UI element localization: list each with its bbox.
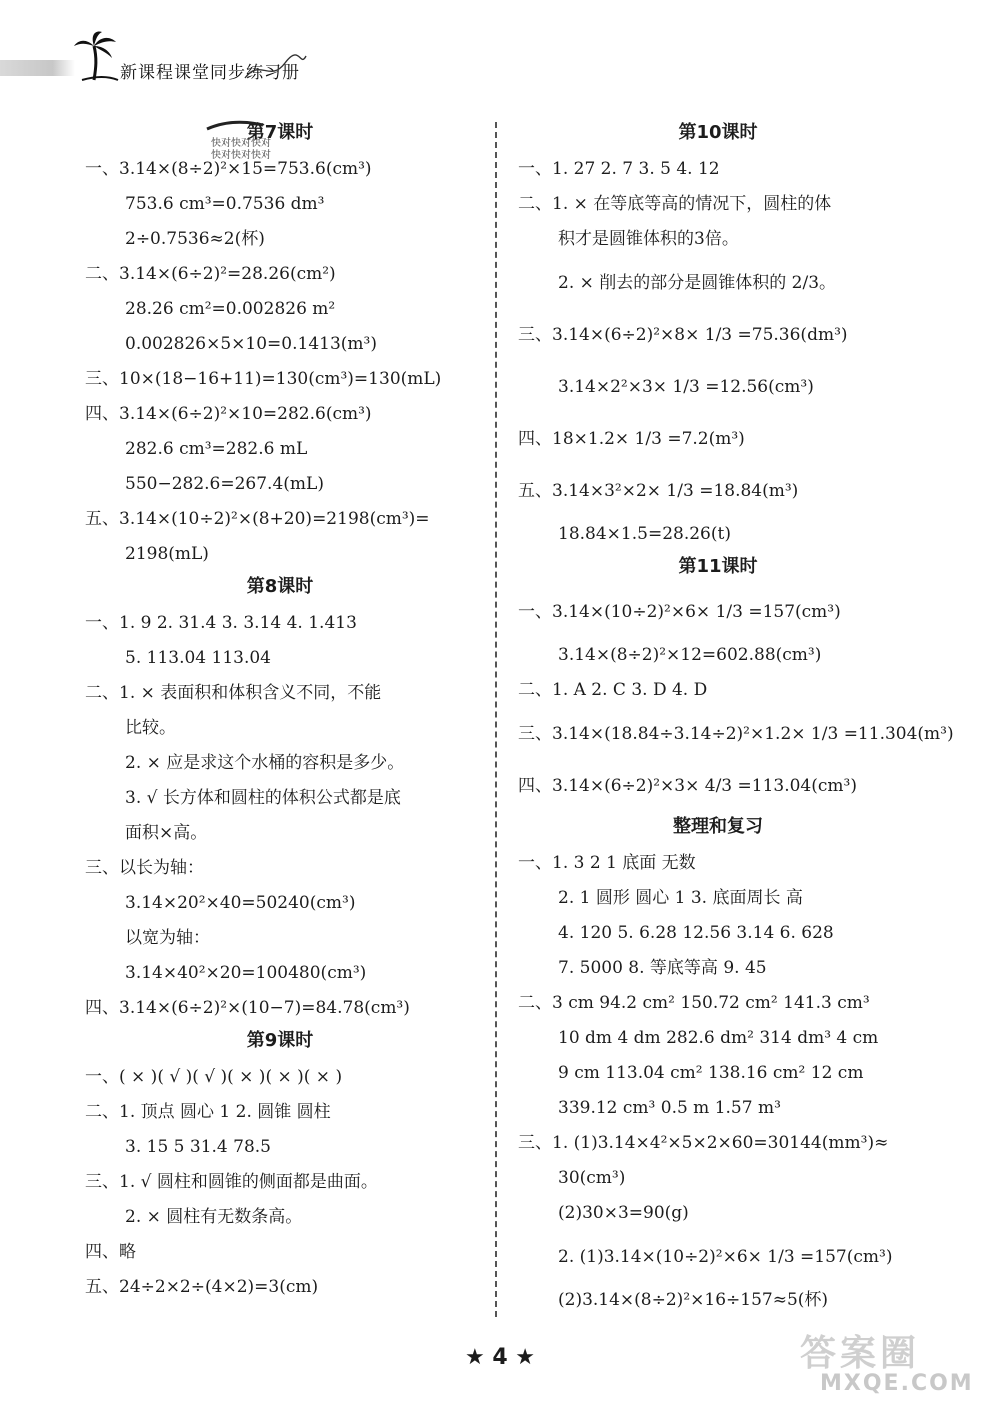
answer-line: 二、1. × 表面积和体积含义不同，不能 — [85, 683, 382, 703]
pen-stroke-icon — [205, 119, 265, 133]
answer-line: 2÷0.7536≈2(杯) — [125, 229, 265, 249]
answer-line: 一、( × )( √ )( √ )( × )( × )( × ) — [85, 1067, 343, 1087]
answer-line: 二、3 cm 94.2 cm² 150.72 cm² 141.3 cm³ — [518, 993, 870, 1013]
stamp-text-2: 快对快对快对 — [211, 150, 271, 161]
answer-line: 三、3.14×(18.84÷3.14÷2)²×1.2× 1/3 =11.304(m³) — [518, 724, 954, 744]
answer-line: 2. × 圆柱有无数条高。 — [125, 1207, 303, 1227]
answer-line: 3.14×(8÷2)²×12=602.88(cm³) — [558, 645, 822, 665]
answer-line: 282.6 cm³=282.6 mL — [125, 439, 308, 459]
answer-line: 339.12 cm³ 0.5 m 1.57 m³ — [558, 1098, 781, 1118]
answer-line: 4. 120 5. 6.28 12.56 3.14 6. 628 — [558, 923, 834, 943]
answer-line: 753.6 cm³=0.7536 dm³ — [125, 194, 325, 214]
answer-line: 三、1. (1)3.14×4²×5×2×60=30144(mm³)≈ — [518, 1133, 889, 1153]
answer-line: 四、18×1.2× 1/3 =7.2(m³) — [518, 429, 745, 449]
answer-line: 三、3.14×(6÷2)²×8× 1/3 =75.36(dm³) — [518, 325, 848, 345]
answer-line: 四、3.14×(6÷2)²×(10−7)=84.78(cm³) — [85, 998, 410, 1018]
stamp-mark — [205, 118, 295, 161]
column-divider — [495, 122, 497, 1317]
answer-line: 四、3.14×(6÷2)²×10=282.6(cm³) — [85, 404, 372, 424]
answer-line: 比较。 — [125, 718, 176, 738]
answer-line: 2. × 应是求这个水桶的容积是多少。 — [125, 753, 405, 773]
section-title-lesson7: 第7课时 — [246, 122, 314, 143]
header-bar — [0, 60, 75, 76]
answer-line: 28.26 cm²=0.002826 m² — [125, 299, 336, 319]
answer-line: (2)3.14×(8÷2)²×16÷157≈5(杯) — [558, 1290, 829, 1310]
answer-line: 五、3.14×(10÷2)²×(8+20)=2198(cm³)= — [85, 509, 430, 529]
page-number: ★ 4 ★ — [464, 1345, 536, 1370]
answer-line: 五、3.14×3²×2× 1/3 =18.84(m³) — [518, 481, 799, 501]
answer-line: 一、3.14×(10÷2)²×6× 1/3 =157(cm³) — [518, 602, 841, 622]
answer-line: 二、3.14×(6÷2)²=28.26(cm²) — [85, 264, 336, 284]
section-title-review: 整理和复习 — [673, 816, 763, 837]
answer-line: 二、1. × 在等底等高的情况下，圆柱的体 — [518, 194, 832, 214]
section-title-lesson9: 第9课时 — [246, 1030, 314, 1051]
answer-line: 3.14×2²×3× 1/3 =12.56(cm³) — [558, 377, 814, 397]
answer-line: 积才是圆锥体积的3倍。 — [558, 229, 739, 249]
answer-line: 2. × 削去的部分是圆锥体积的 2/3。 — [558, 273, 837, 293]
answer-line: 二、1. A 2. C 3. D 4. D — [518, 680, 708, 700]
answer-line: 7. 5000 8. 等底等高 9. 45 — [558, 958, 767, 978]
answer-line: 五、24÷2×2÷(4×2)=3(cm) — [85, 1277, 319, 1297]
answer-line: 一、3.14×(8÷2)²×15=753.6(cm³) — [85, 159, 372, 179]
answer-line: 5. 113.04 113.04 — [125, 648, 271, 668]
answer-line: 0.002826×5×10=0.1413(m³) — [125, 334, 377, 354]
answer-line: 3. √ 长方体和圆柱的体积公式都是底 — [125, 788, 401, 808]
answer-line: 三、以长为轴： — [85, 858, 204, 878]
answer-line: 3.14×40²×20=100480(cm³) — [125, 963, 367, 983]
answer-line: 3. 15 5 31.4 78.5 — [125, 1137, 271, 1157]
answer-line: 一、1. 9 2. 31.4 3. 3.14 4. 1.413 — [85, 613, 357, 633]
header-title: 新课程课堂同步练习册 — [120, 63, 300, 83]
section-title-lesson8: 第8课时 — [246, 576, 314, 597]
right-column — [518, 118, 954, 1318]
answer-line: 二、1. 顶点 圆心 1 2. 圆锥 圆柱 — [85, 1102, 331, 1122]
answer-line: 10 dm 4 dm 282.6 dm² 314 dm³ 4 cm — [558, 1028, 879, 1048]
stamp-text-1: 快对快对快对 — [211, 138, 271, 149]
left-column — [85, 118, 475, 1305]
answer-line: 30(cm³) — [558, 1168, 626, 1188]
answer-line: 18.84×1.5=28.26(t) — [558, 524, 731, 544]
watermark-text: 答案圈 — [800, 1333, 921, 1374]
answer-line: 2. 1 圆形 圆心 1 3. 底面周长 高 — [558, 888, 803, 908]
answer-line: 三、1. √ 圆柱和圆锥的侧面都是曲面。 — [85, 1172, 378, 1192]
answer-line: 四、3.14×(6÷2)²×3× 4/3 =113.04(cm³) — [518, 776, 857, 796]
answer-line: 一、1. 3 2 1 底面 无数 — [518, 853, 696, 873]
answer-line: 9 cm 113.04 cm² 138.16 cm² 12 cm — [558, 1063, 864, 1083]
answer-line: 三、10×(18−16+11)=130(cm³)=130(mL) — [85, 369, 442, 389]
page-header — [0, 30, 520, 85]
scribble-decoration — [240, 48, 310, 88]
section-title-lesson11: 第11课时 — [678, 556, 758, 577]
answer-line: 以宽为轴： — [125, 928, 210, 948]
answer-line: 2. (1)3.14×(10÷2)²×6× 1/3 =157(cm³) — [558, 1247, 893, 1267]
section-title-lesson10: 第10课时 — [678, 122, 758, 143]
watermark-url: MXQE.COM — [820, 1371, 974, 1396]
answer-line: 2198(mL) — [125, 544, 209, 564]
answer-line: 3.14×20²×40=50240(cm³) — [125, 893, 356, 913]
answer-line: (2)30×3=90(g) — [558, 1203, 689, 1223]
answer-line: 面积×高。 — [125, 823, 208, 843]
watermark-logo — [790, 1325, 990, 1400]
palm-tree-icon — [72, 30, 120, 82]
answer-line: 550−282.6=267.4(mL) — [125, 474, 324, 494]
answer-line: 四、略 — [85, 1242, 136, 1262]
answer-line: 一、1. 27 2. 7 3. 5 4. 12 — [518, 159, 720, 179]
